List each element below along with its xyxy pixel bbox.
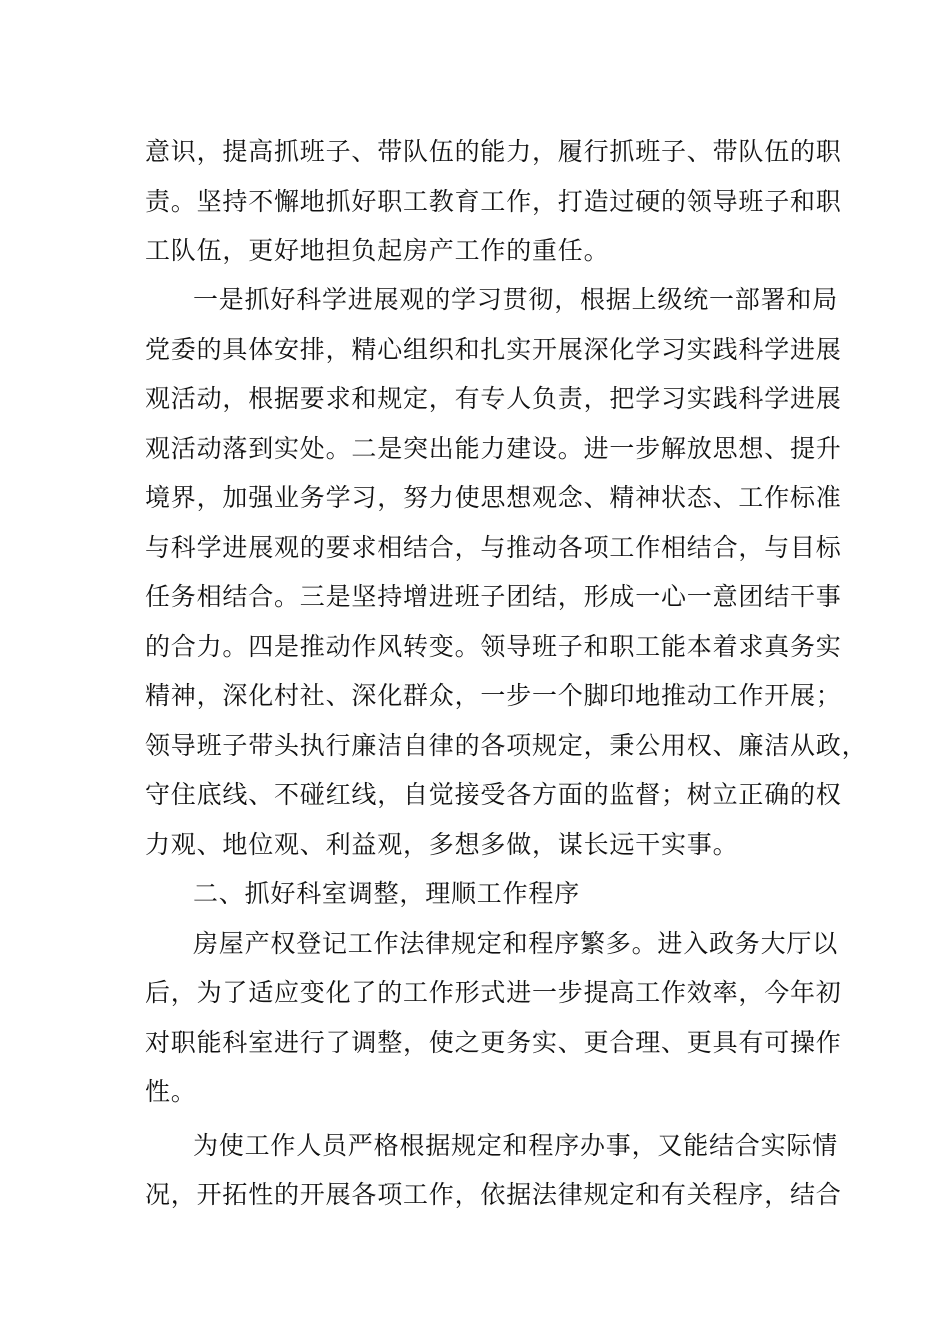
text-line: 与科学进展观的要求相结合，与推动各项工作相结合，与目标 xyxy=(145,533,842,562)
text-line: 意识，提高抓班子、带队伍的能力，履行抓班子、带队伍的职 xyxy=(145,137,842,166)
text-line: 后，为了适应变化了的工作形式进一步提高工作效率，今年初 xyxy=(145,978,842,1007)
text-line: 观活动落到实处。二是突出能力建设。进一步解放思想、提升 xyxy=(145,434,842,463)
text-line: 性。 xyxy=(145,1077,197,1106)
text-line: 境界，加强业务学习，努力使思想观念、精神状态、工作标准 xyxy=(145,483,842,512)
text-line: 任务相结合。三是坚持增进班子团结，形成一心一意团结干事 xyxy=(145,582,842,611)
paragraph-first-line: 房屋产权登记工作法律规定和程序繁多。进入政务大厅以 xyxy=(193,929,839,958)
text-line: 精神，深化村社、深化群众，一步一个脚印地推动工作开展； xyxy=(145,681,842,710)
text-line: 守住底线、不碰红线，自觉接受各方面的监督；树立正确的权 xyxy=(145,780,842,809)
text-line: 力观、地位观、利益观，多想多做，谋长远干实事。 xyxy=(145,830,739,859)
text-line: 领导班子带头执行廉洁自律的各项规定，秉公用权、廉洁从政， xyxy=(145,731,868,760)
paragraph-first-line: 一是抓好科学进展观的学习贯彻，根据上级统一部署和局 xyxy=(193,285,839,314)
text-line: 党委的具体安排，精心组织和扎实开展深化学习实践科学进展 xyxy=(145,335,842,364)
text-line: 观活动，根据要求和规定，有专人负责，把学习实践科学进展 xyxy=(145,384,842,413)
text-line: 况，开拓性的开展各项工作，依据法律规定和有关程序，结合 xyxy=(145,1180,842,1209)
text-line: 对职能科室进行了调整，使之更务实、更合理、更具有可操作 xyxy=(145,1028,842,1057)
section-heading: 二、抓好科室调整，理顺工作程序 xyxy=(193,879,581,908)
text-line: 的合力。四是推动作风转变。领导班子和职工能本着求真务实 xyxy=(145,632,842,661)
text-line: 责。坚持不懈地抓好职工教育工作，打造过硬的领导班子和职 xyxy=(145,187,842,216)
paragraph-first-line: 为使工作人员严格根据规定和程序办事，又能结合实际情 xyxy=(193,1131,839,1160)
text-line: 工队伍，更好地担负起房产工作的重任。 xyxy=(145,236,610,265)
